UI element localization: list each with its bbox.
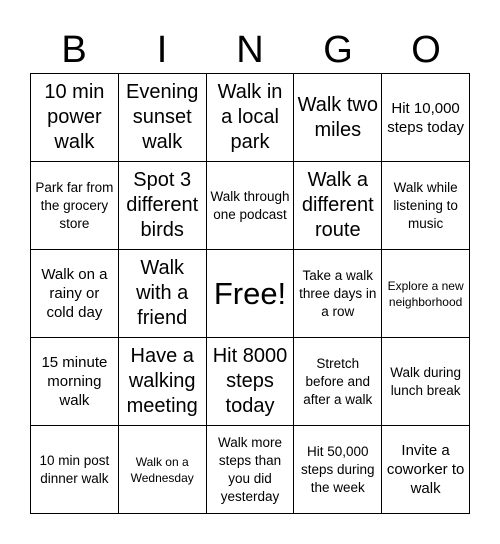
cell-text: Walk through one podcast [210, 188, 290, 222]
bingo-cell-r4c3[interactable] [207, 338, 295, 426]
cell-text: Walk on a Wednesday [130, 454, 194, 485]
cell-text: Take a walk three days in a row [299, 267, 377, 319]
header-letter-i: I [156, 29, 168, 71]
cell-text: 15 minute morning walk [41, 354, 108, 409]
bingo-grid [30, 73, 470, 514]
cell-text: 10 min post dinner walk [39, 452, 110, 486]
bingo-cell-r4c2[interactable] [119, 338, 207, 426]
header-letter-o: O [411, 29, 441, 71]
cell-text: Park far from the grocery store [35, 179, 114, 231]
bingo-cell-r1c5[interactable] [382, 74, 470, 162]
bingo-cell-r1c4[interactable] [294, 74, 382, 162]
bingo-cell-r2c4[interactable] [294, 162, 382, 250]
cell-text: Spot 3 different birds [126, 169, 199, 241]
cell-text: Free! [213, 275, 287, 311]
cell-text: Stretch before and after a walk [303, 355, 373, 407]
bingo-cell-r1c1[interactable] [31, 74, 119, 162]
header-letter-b: B [61, 29, 87, 71]
cell-text: Hit 50,000 steps during the week [301, 443, 375, 495]
bingo-cell-r5c5[interactable] [382, 426, 470, 514]
bingo-cell-r5c2[interactable] [119, 426, 207, 514]
cell-text: Walk during lunch break [390, 364, 461, 398]
cell-text: 10 min power walk [44, 81, 105, 153]
bingo-header [30, 22, 470, 78]
cell-text: Walk on a rainy or cold day [41, 266, 108, 321]
cell-text: Walk two miles [297, 93, 378, 141]
header-letter-g: G [323, 29, 353, 71]
cell-text: Walk more steps than you did yesterday [217, 434, 282, 504]
bingo-cell-r4c1[interactable] [31, 338, 119, 426]
bingo-cell-r5c3[interactable] [207, 426, 295, 514]
cell-text: Hit 8000 steps today [212, 345, 288, 417]
bingo-cell-r1c2[interactable] [119, 74, 207, 162]
bingo-cell-r3c4[interactable] [294, 250, 382, 338]
cell-text: Walk with a friend [136, 257, 189, 329]
cell-text: Explore a new neighborhood [387, 278, 464, 309]
bingo-cell-r3c1[interactable] [31, 250, 119, 338]
bingo-cell-r5c1[interactable] [31, 426, 119, 514]
bingo-cell-r5c4[interactable] [294, 426, 382, 514]
bingo-cell-r4c4[interactable] [294, 338, 382, 426]
cell-text: Walk a different route [301, 169, 374, 241]
bingo-cell-r4c5[interactable] [382, 338, 470, 426]
cell-text: Have a walking meeting [126, 345, 198, 417]
bingo-cell-r2c5[interactable] [382, 162, 470, 250]
bingo-cell-r2c1[interactable] [31, 162, 119, 250]
cell-text: Hit 10,000 steps today [387, 99, 464, 136]
bingo-cell-r1c3[interactable] [207, 74, 295, 162]
bingo-cell-r2c2[interactable] [119, 162, 207, 250]
header-letter-n: N [236, 29, 264, 71]
bingo-cell-r2c3[interactable] [207, 162, 295, 250]
bingo-cell-r3c2[interactable] [119, 250, 207, 338]
cell-text: Evening sunset walk [126, 81, 199, 153]
bingo-cell-r3c5[interactable] [382, 250, 470, 338]
bingo-cell-free[interactable] [207, 250, 295, 338]
cell-text: Invite a coworker to walk [386, 442, 465, 497]
cell-text: Walk in a local park [217, 81, 283, 153]
cell-text: Walk while listening to music [393, 179, 458, 231]
